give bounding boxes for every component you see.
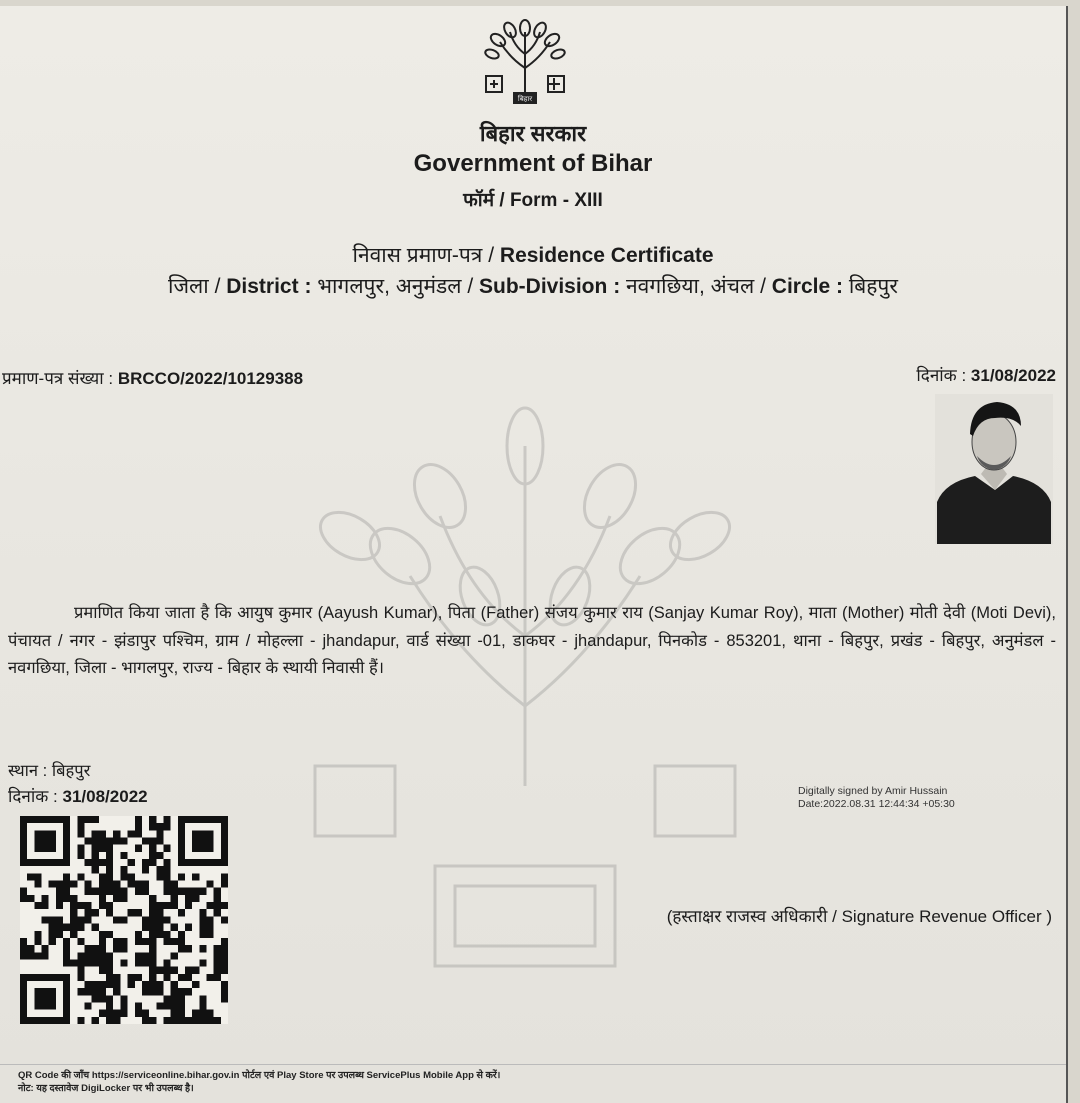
footer-note xyxy=(18,1069,500,1095)
qr-code-icon[interactable] xyxy=(20,816,228,1024)
jurisdiction-line: जिला / District : भागलपुर, अनुमंडल / Sub-Division : नवगछिया, अंचल / Circle : बिहपुर xyxy=(168,275,898,298)
govt-title-hindi: बिहार सरकार xyxy=(479,121,587,146)
bihar-emblem-icon xyxy=(482,18,568,110)
govt-title-english: Government of Bihar xyxy=(413,150,653,177)
applicant-photo xyxy=(935,394,1053,544)
footer-divider xyxy=(0,1064,1066,1065)
footer-qr-instruction: QR Code की जाँच https://serviceonline.bihar.gov.in पोर्टल एवं Play Store पर उपलब्ध ServicePlus Mobile App से करें। xyxy=(18,1070,501,1081)
issue-date: दिनांक : 31/08/2022 xyxy=(8,787,148,806)
signature-label: (हस्ताक्षर राजस्व अधिकारी / Signature Revenue Officer ) xyxy=(666,907,1052,926)
certificate-page xyxy=(0,6,1068,1103)
certificate-date: दिनांक : 31/08/2022 xyxy=(916,366,1056,385)
footer-digilocker-note: नोट: यह दस्तावेज DigiLocker पर भी उपलब्ध है। xyxy=(18,1083,194,1094)
digital-signature: Digitally signed by Amir Hussain Date:2022.08.31 12:44:34 +05:30 xyxy=(798,785,955,810)
svg-text:बिहार: बिहार xyxy=(517,95,533,103)
bodhi-tree-watermark-icon xyxy=(290,406,760,1046)
certificate-body: प्रमाणित किया जाता है कि आयुष कुमार (Aayush Kumar), पिता (Father) संजय कुमार राय (Sanjay Kumar Roy), माता (Mother) मोती देवी (Moti Devi), पंचायत / नगर - झंडापुर पश्चिम, ग्राम / मोहल्ला - jhandapur, वार्ड संख्या -01, डाकघर - jhandapur, पिनकोड - 853201, थाना - बिहपुर, प्रखंड - बिहपुर, अनुमंडल - नवगछिया, जिला - भागलपुर, राज्य - बिहार के स्थायी निवासी हैं। xyxy=(8,604,1056,677)
form-number: फॉर्म / Form - XIII xyxy=(463,190,603,211)
issue-place: स्थान : बिहपुर xyxy=(8,762,91,780)
certificate-number: प्रमाण-पत्र संख्या : BRCCO/2022/10129388 xyxy=(2,369,304,388)
certificate-title: निवास प्रमाण-पत्र / Residence Certificate xyxy=(352,244,714,267)
